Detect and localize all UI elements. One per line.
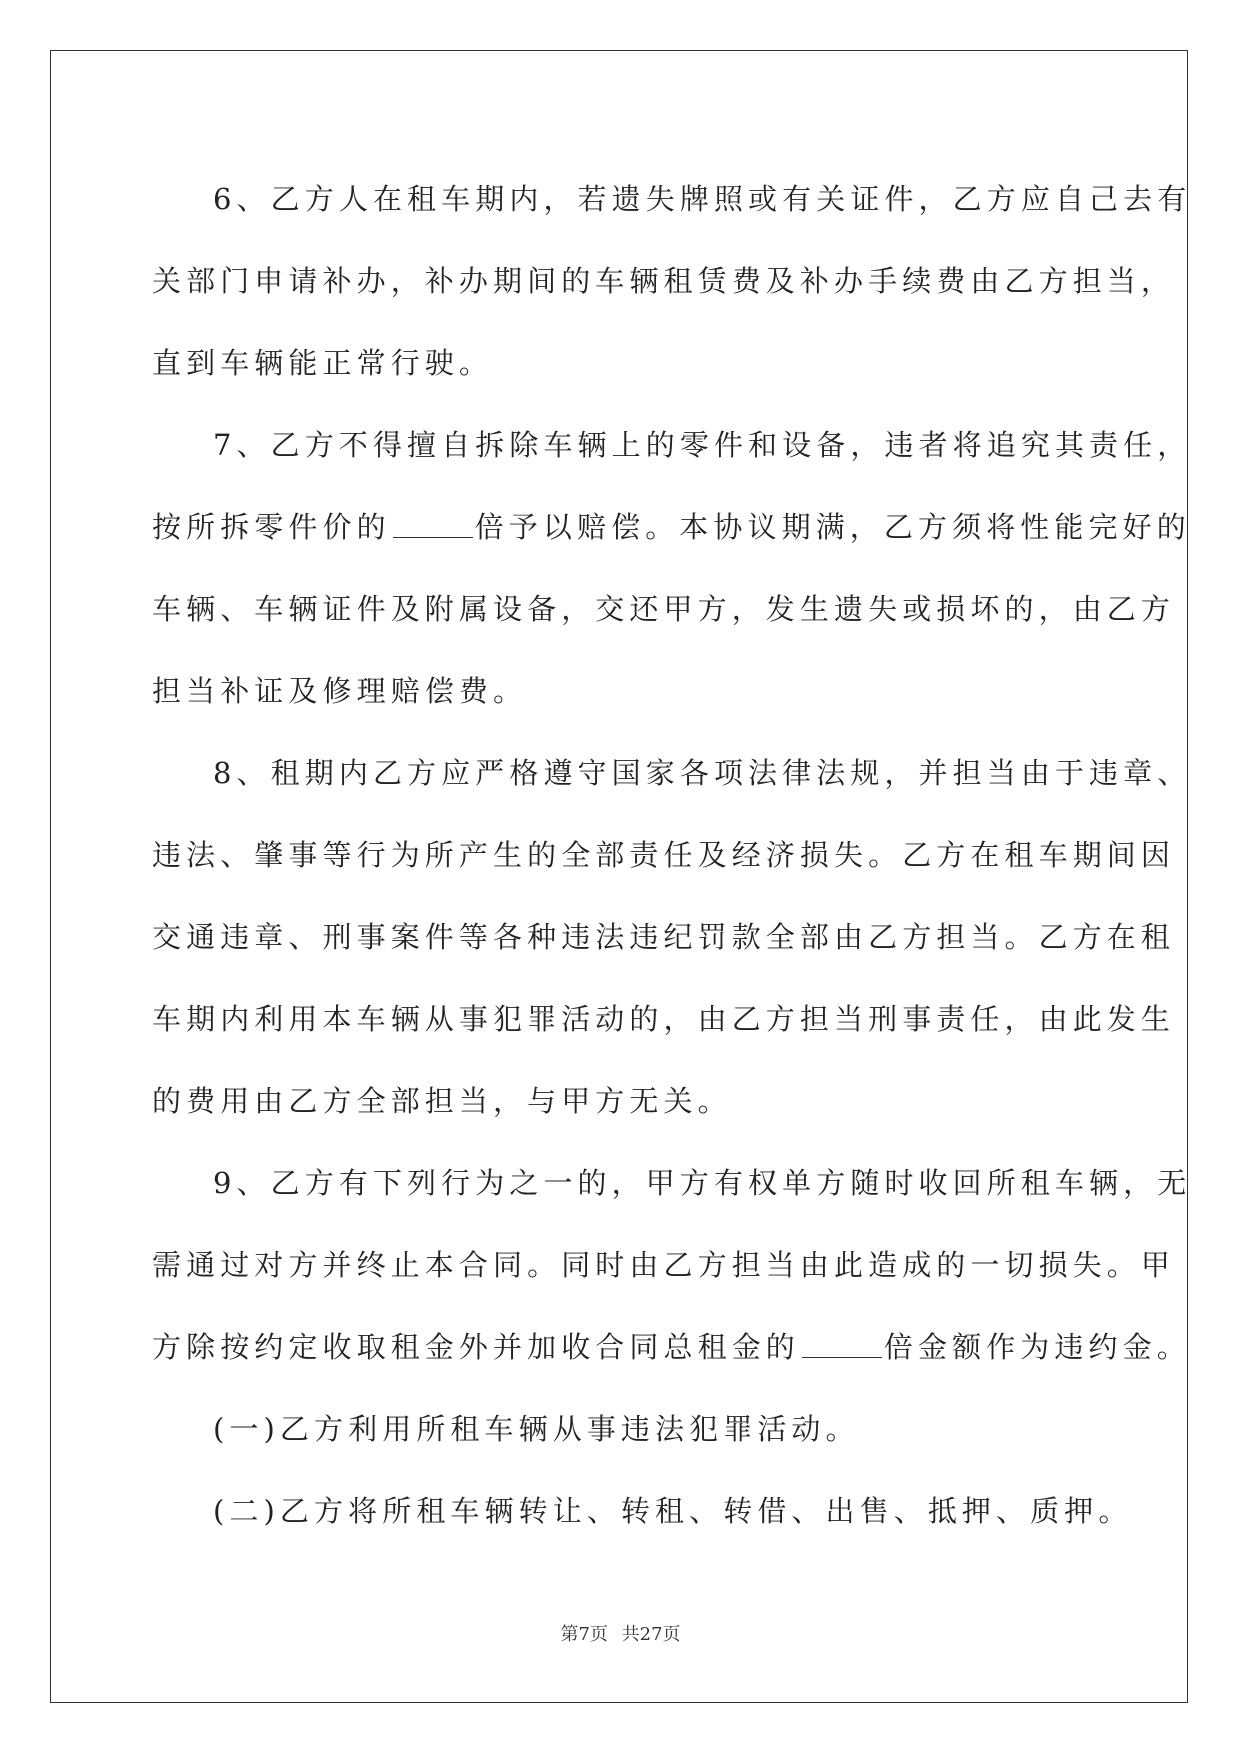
fill-in-blank (802, 1356, 882, 1358)
paragraph-7-line-1: 7、乙方不得擅自拆除车辆上的零件和设备，违者将追究其责任， (213, 428, 1192, 462)
paragraph-6-line-2: 关部门申请补办，补办期间的车辆租赁费及补办手续费由乙方担当， (152, 264, 1176, 298)
paragraph-8-line-4: 车期内利用本车辆从事犯罪活动的，由乙方担当刑事责任，由此发生 (152, 1002, 1176, 1036)
paragraph-9-line-2: 需通过对方并终止本合同。同时由乙方担当由此造成的一切损失。甲 (152, 1248, 1176, 1282)
paragraph-8-line-5: 的费用由乙方全部担当，与甲方无关。 (152, 1084, 732, 1118)
document-body (152, 158, 1192, 1552)
fill-in-blank (393, 536, 473, 538)
paragraph-6-line-1: 6、乙方人在租车期内，若遗失牌照或有关证件，乙方应自己去有 (213, 182, 1192, 216)
total-pages: 共27页 (621, 1624, 681, 1645)
paragraph-9-line-3 (152, 1306, 1191, 1388)
paragraph-8-line-2: 违法、肇事等行为所产生的全部责任及经济损失。乙方在租车期间因 (152, 838, 1176, 872)
list-item-2: (二)乙方将所租车辆转让、转租、转借、出售、抵押、质押。 (213, 1494, 1133, 1528)
paragraph-9-line-1: 9、乙方有下列行为之一的，甲方有权单方随时收回所租车辆，无 (213, 1166, 1192, 1200)
paragraph-7-text-before-blank: 按所拆零件价的 (152, 510, 391, 544)
paragraph-6-line-3: 直到车辆能正常行驶。 (152, 346, 494, 380)
paragraph-8-line-3: 交通违章、刑事案件等各种违法违纪罚款全部由乙方担当。乙方在租 (152, 920, 1176, 954)
page-footer (0, 1620, 1241, 1646)
paragraph-8-line-1: 8、租期内乙方应严格遵守国家各项法律法规，并担当由于违章、 (213, 756, 1192, 790)
paragraph-9-text-after-blank: 倍金额作为违约金。 (883, 1330, 1191, 1364)
paragraph-7-text-after-blank: 倍予以赔偿。本协议期满，乙方须将性能完好的 (474, 510, 1191, 544)
paragraph-7-line-4: 担当补证及修理赔偿费。 (152, 674, 528, 708)
page-number: 第7页 (560, 1624, 608, 1645)
paragraph-9-text-before-blank: 方除按约定收取租金外并加收合同总租金的 (152, 1330, 800, 1364)
list-item-1: (一)乙方利用所租车辆从事违法犯罪活动。 (213, 1412, 860, 1446)
paragraph-7-line-2 (152, 486, 1191, 568)
paragraph-7-line-3: 车辆、车辆证件及附属设备，交还甲方，发生遗失或损坏的，由乙方 (152, 592, 1176, 626)
